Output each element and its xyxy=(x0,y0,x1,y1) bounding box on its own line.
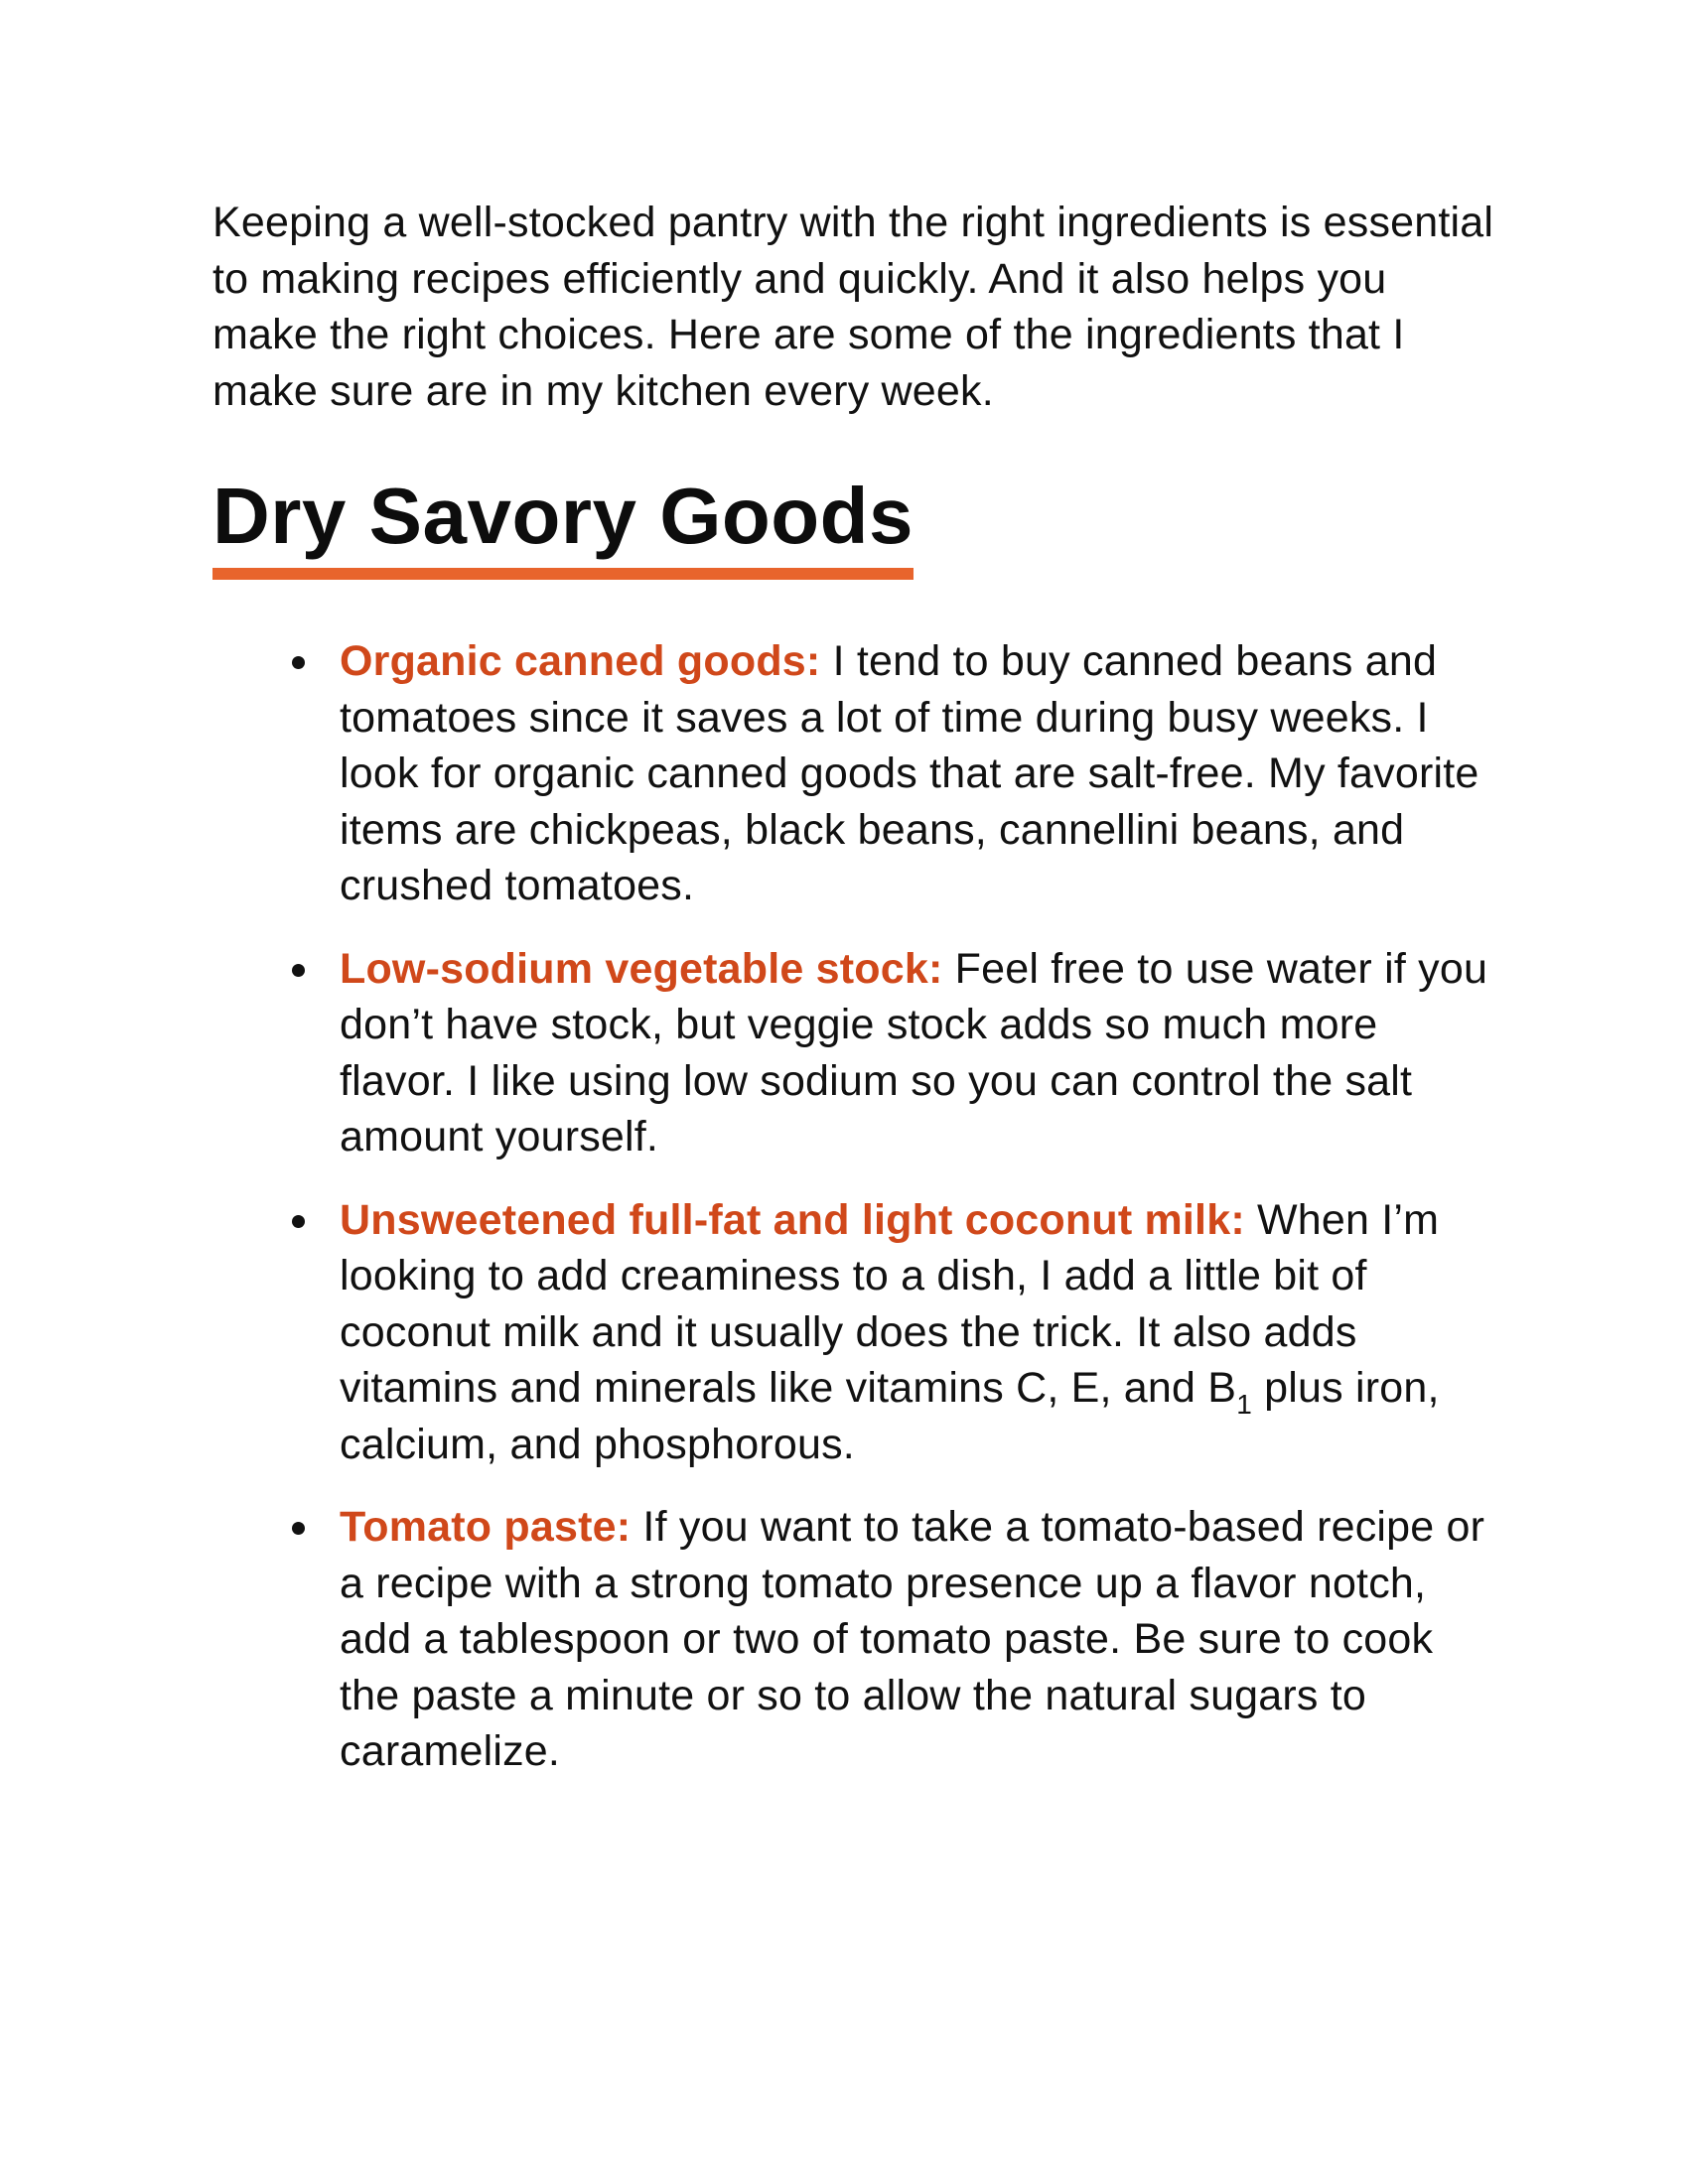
list-item xyxy=(212,633,1503,914)
ingredient-list xyxy=(212,633,1503,1780)
item-subscript: 1 xyxy=(1236,1389,1252,1420)
item-text: When I’m looking to add creaminess to a dish, I add a little bit of coconut milk and it usually does the trick. It also adds vitamins and minerals like vitamins C, E, and B xyxy=(340,1195,1440,1412)
item-text-after: plus iron, calcium, and phosphorous. xyxy=(340,1364,1440,1468)
item-term: Tomato paste: xyxy=(340,1503,632,1551)
section-heading-block xyxy=(212,469,914,580)
bullet-icon xyxy=(292,1522,305,1535)
bullet-icon xyxy=(292,1215,305,1228)
list-item xyxy=(212,941,1503,1165)
document-page xyxy=(212,195,1503,1807)
item-text: If you want to take a tomato-based recipe or a recipe with a strong tomato presence up a flavor notch, add a tablespoon or two of tomato paste. Be sure to cook the paste a minute or so to allow the natural sugars to caramelize. xyxy=(340,1503,1485,1775)
bullet-icon xyxy=(292,656,305,669)
bullet-icon xyxy=(292,964,305,977)
item-term: Low-sodium vegetable stock: xyxy=(340,944,943,993)
list-item xyxy=(212,1499,1503,1780)
heading-underline xyxy=(212,568,914,580)
item-term: Unsweetened full-fat and light coconut milk: xyxy=(340,1195,1245,1244)
intro-paragraph: Keeping a well-stocked pantry with the right ingredients is essential to making recipes efficiently and quickly. And it also helps you make the right choices. Here are some of the ingredients that I make sure are in my kitchen every week. xyxy=(212,199,1494,415)
item-text: I tend to buy canned beans and tomatoes since it saves a lot of time during busy weeks. I look for organic canned goods that are salt-free. My favorite items are chickpeas, black beans, cannellini beans, and crushed tomatoes. xyxy=(340,637,1479,909)
list-item xyxy=(212,1192,1503,1473)
section-heading: Dry Savory Goods xyxy=(212,472,914,560)
item-text: Feel free to use water if you don’t have stock, but veggie stock adds so much more flavor. I like using low sodium so you can control the salt amount yourself. xyxy=(340,944,1488,1160)
item-term: Organic canned goods: xyxy=(340,637,821,685)
